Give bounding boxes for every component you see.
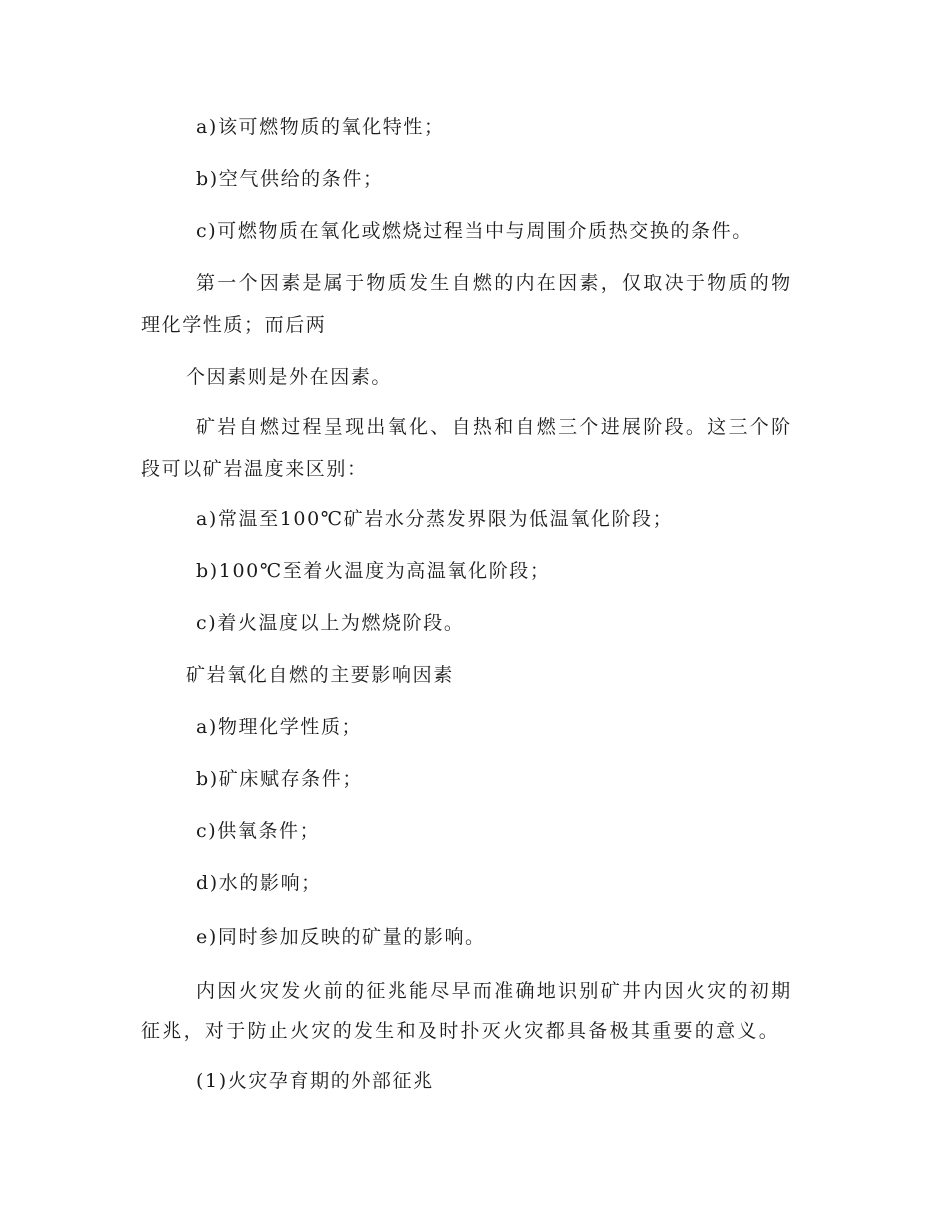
paragraph-stages-line1: 矿岩自燃过程呈现出氧化、自热和自燃三个进展阶段。这三个阶 [196, 416, 793, 438]
paragraph-first-factor-line1: 第一个因素是属于物质发生自燃的内在因素，仅取决于物质的物 [196, 272, 793, 294]
list-item-d-water: d)水的影响； [196, 872, 322, 894]
list-item-b-high-temp: b)100℃至着火温度为高温氧化阶段； [196, 560, 551, 582]
list-item-b-deposit-conditions: b)矿床赋存条件； [196, 768, 363, 790]
paragraph-first-factor-line2: 理化学性质；而后两 [141, 314, 327, 336]
list-item-b-air-supply: b)空气供给的条件； [196, 168, 384, 190]
list-item-c-combustion: c)着火温度以上为燃烧阶段。 [196, 612, 465, 634]
paragraph-fire-signs-line1: 内因火灾发火前的征兆能尽早而准确地识别矿井内因火灾的初期 [196, 980, 793, 1002]
list-item-a-low-temp: a)常温至100℃矿岩水分蒸发界限为低温氧化阶段； [196, 508, 674, 530]
list-item-c-oxygen-supply: c)供氧条件； [196, 820, 321, 842]
list-item-c-heat-exchange: c)可燃物质在氧化或燃烧过程当中与周围介质热交换的条件。 [196, 220, 753, 242]
paragraph-fire-signs-line2: 征兆，对于防止火灾的发生和及时扑灭火灾都具备极其重要的意义。 [141, 1020, 781, 1042]
list-item-e-ore-quantity: e)同时参加反映的矿量的影响。 [196, 926, 486, 948]
list-item-a-physical-chemical: a)物理化学性质； [196, 716, 363, 738]
paragraph-stages-line2: 段可以矿岩温度来区别： [141, 458, 368, 480]
list-item-a-oxidation: a)该可燃物质的氧化特性； [196, 116, 445, 138]
subheading-incubation-signs: (1)火灾孕育期的外部征兆 [196, 1070, 434, 1092]
section-heading-influence-factors: 矿岩氧化自燃的主要影响因素 [186, 664, 454, 686]
paragraph-external-factors: 个因素则是外在因素。 [186, 366, 393, 388]
